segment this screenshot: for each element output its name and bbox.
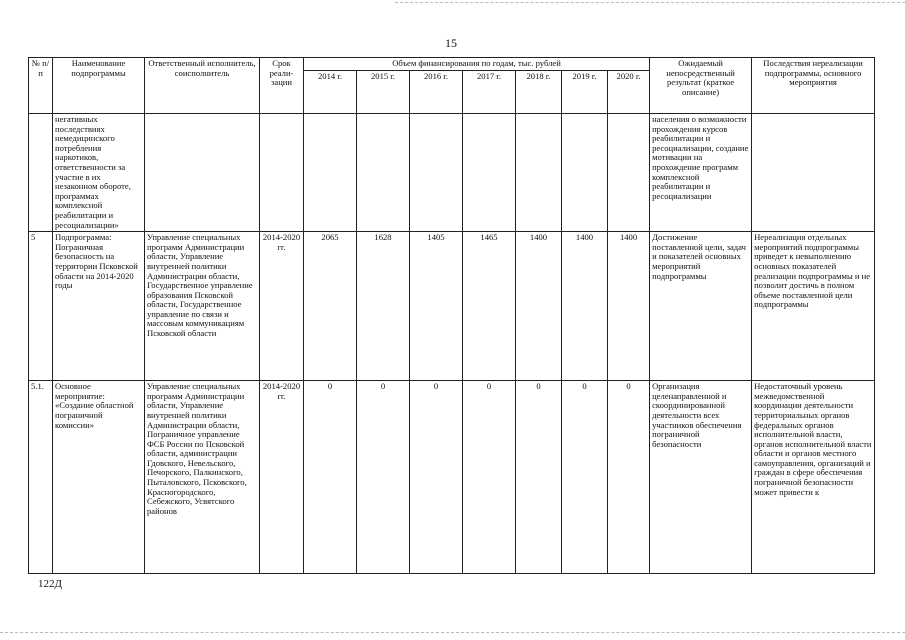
scan-artifact-top (395, 2, 905, 3)
row-value: 1465 (463, 232, 516, 381)
row-value: 0 (562, 381, 608, 574)
row-value (463, 114, 516, 232)
row-period (260, 114, 304, 232)
header-row (29, 58, 875, 71)
program-table (28, 57, 875, 574)
row-name: Основное мероприятие: «Создание областной пограничной комиссии» (53, 381, 145, 574)
row-consequence: Недостаточный уровень межведомственной координации деятельности территориальных органов федеральных органов исполнительной власти, органов исполнительной власти области и органов местного самоуправления, организаций и граждан в сфере обеспечения пограничной безопасности может привести к (752, 381, 875, 574)
row-value: 1400 (516, 232, 562, 381)
row-name: негативных последствиях немедицинского потребления наркотиков, ответственности за участие в их незаконном обороте, программах комплексной реабилитации и ресоциализации» (53, 114, 145, 232)
header-year: 2018 г. (516, 71, 562, 114)
row-value (357, 114, 410, 232)
header-responsible: Ответственный исполнитель, соисполнитель (145, 58, 260, 114)
table-row (29, 381, 875, 574)
row-value (516, 114, 562, 232)
row-name: Подпрограмма: Пограничная безопасность на территории Псковской области на 2014-2020 годы (53, 232, 145, 381)
row-value: 1405 (410, 232, 463, 381)
row-responsible: Управление специальных программ Администрации области, Управление внутренней политики Администрации области, Государственное управление образования Псковской области, Государственное управление по связи и массовым коммуникациям Псковской области (145, 232, 260, 381)
row-value: 0 (463, 381, 516, 574)
table-row (29, 232, 875, 381)
header-year: 2015 г. (357, 71, 410, 114)
row-num (29, 114, 53, 232)
row-num: 5 (29, 232, 53, 381)
scan-artifact-bottom (0, 632, 905, 633)
page-number: 15 (445, 36, 457, 50)
header-consequence: Последствия нереализации подпрограммы, основного мероприятия (752, 58, 875, 114)
header-result: Ожидаемый непосредственный результат (краткое описание) (650, 58, 752, 114)
row-value: 1628 (357, 232, 410, 381)
row-value: 0 (357, 381, 410, 574)
row-value (608, 114, 650, 232)
header-year: 2014 г. (304, 71, 357, 114)
header-year: 2017 г. (463, 71, 516, 114)
header-funding: Объем финансирования по годам, тыс. рублей (304, 58, 650, 71)
header-year: 2020 г. (608, 71, 650, 114)
footer-code: 122Д (38, 578, 63, 590)
row-value: 0 (608, 381, 650, 574)
row-value: 1400 (608, 232, 650, 381)
header-name: Наименование подпрограммы (53, 58, 145, 114)
row-value (562, 114, 608, 232)
header-num: № п/п (29, 58, 53, 114)
row-value (304, 114, 357, 232)
row-responsible: Управление специальных программ Администрации области, Управление внутренней политики Администрации области, Пограничное управление ФСБ России по Псковской области, администрации Гдовского, Невельского, Печорского, Палкинского, Пыталовского, Псковского, Красногородского, Себежского, Усвятского районов (145, 381, 260, 574)
row-value: 0 (304, 381, 357, 574)
row-num: 5.1. (29, 381, 53, 574)
row-consequence (752, 114, 875, 232)
row-responsible (145, 114, 260, 232)
row-consequence: Нереализация отдельных мероприятий подпрограммы приведет к невыполнению основных показателей реализации подпрограммы и не позволит достичь в полном объеме поставленной цели подпрограммы (752, 232, 875, 381)
row-period: 2014-2020 гг. (260, 232, 304, 381)
row-value: 0 (410, 381, 463, 574)
row-period: 2014-2020 гг. (260, 381, 304, 574)
table-row (29, 114, 875, 232)
row-result: населения о возможности прохождения курсов реабилитации и ресоциализации, создание мотивации на прохождение программ комплексной реабилитации и ресоциализации (650, 114, 752, 232)
row-value (410, 114, 463, 232)
row-result: Достижение поставленной цели, задач и показателей основных мероприятий подпрограммы (650, 232, 752, 381)
header-period: Срок реали-зации (260, 58, 304, 114)
header-year: 2019 г. (562, 71, 608, 114)
row-value: 1400 (562, 232, 608, 381)
row-value: 2065 (304, 232, 357, 381)
row-value: 0 (516, 381, 562, 574)
row-result: Организация целенаправленной и скоординированной деятельности всех участников обеспечения пограничной безопасности (650, 381, 752, 574)
header-year: 2016 г. (410, 71, 463, 114)
